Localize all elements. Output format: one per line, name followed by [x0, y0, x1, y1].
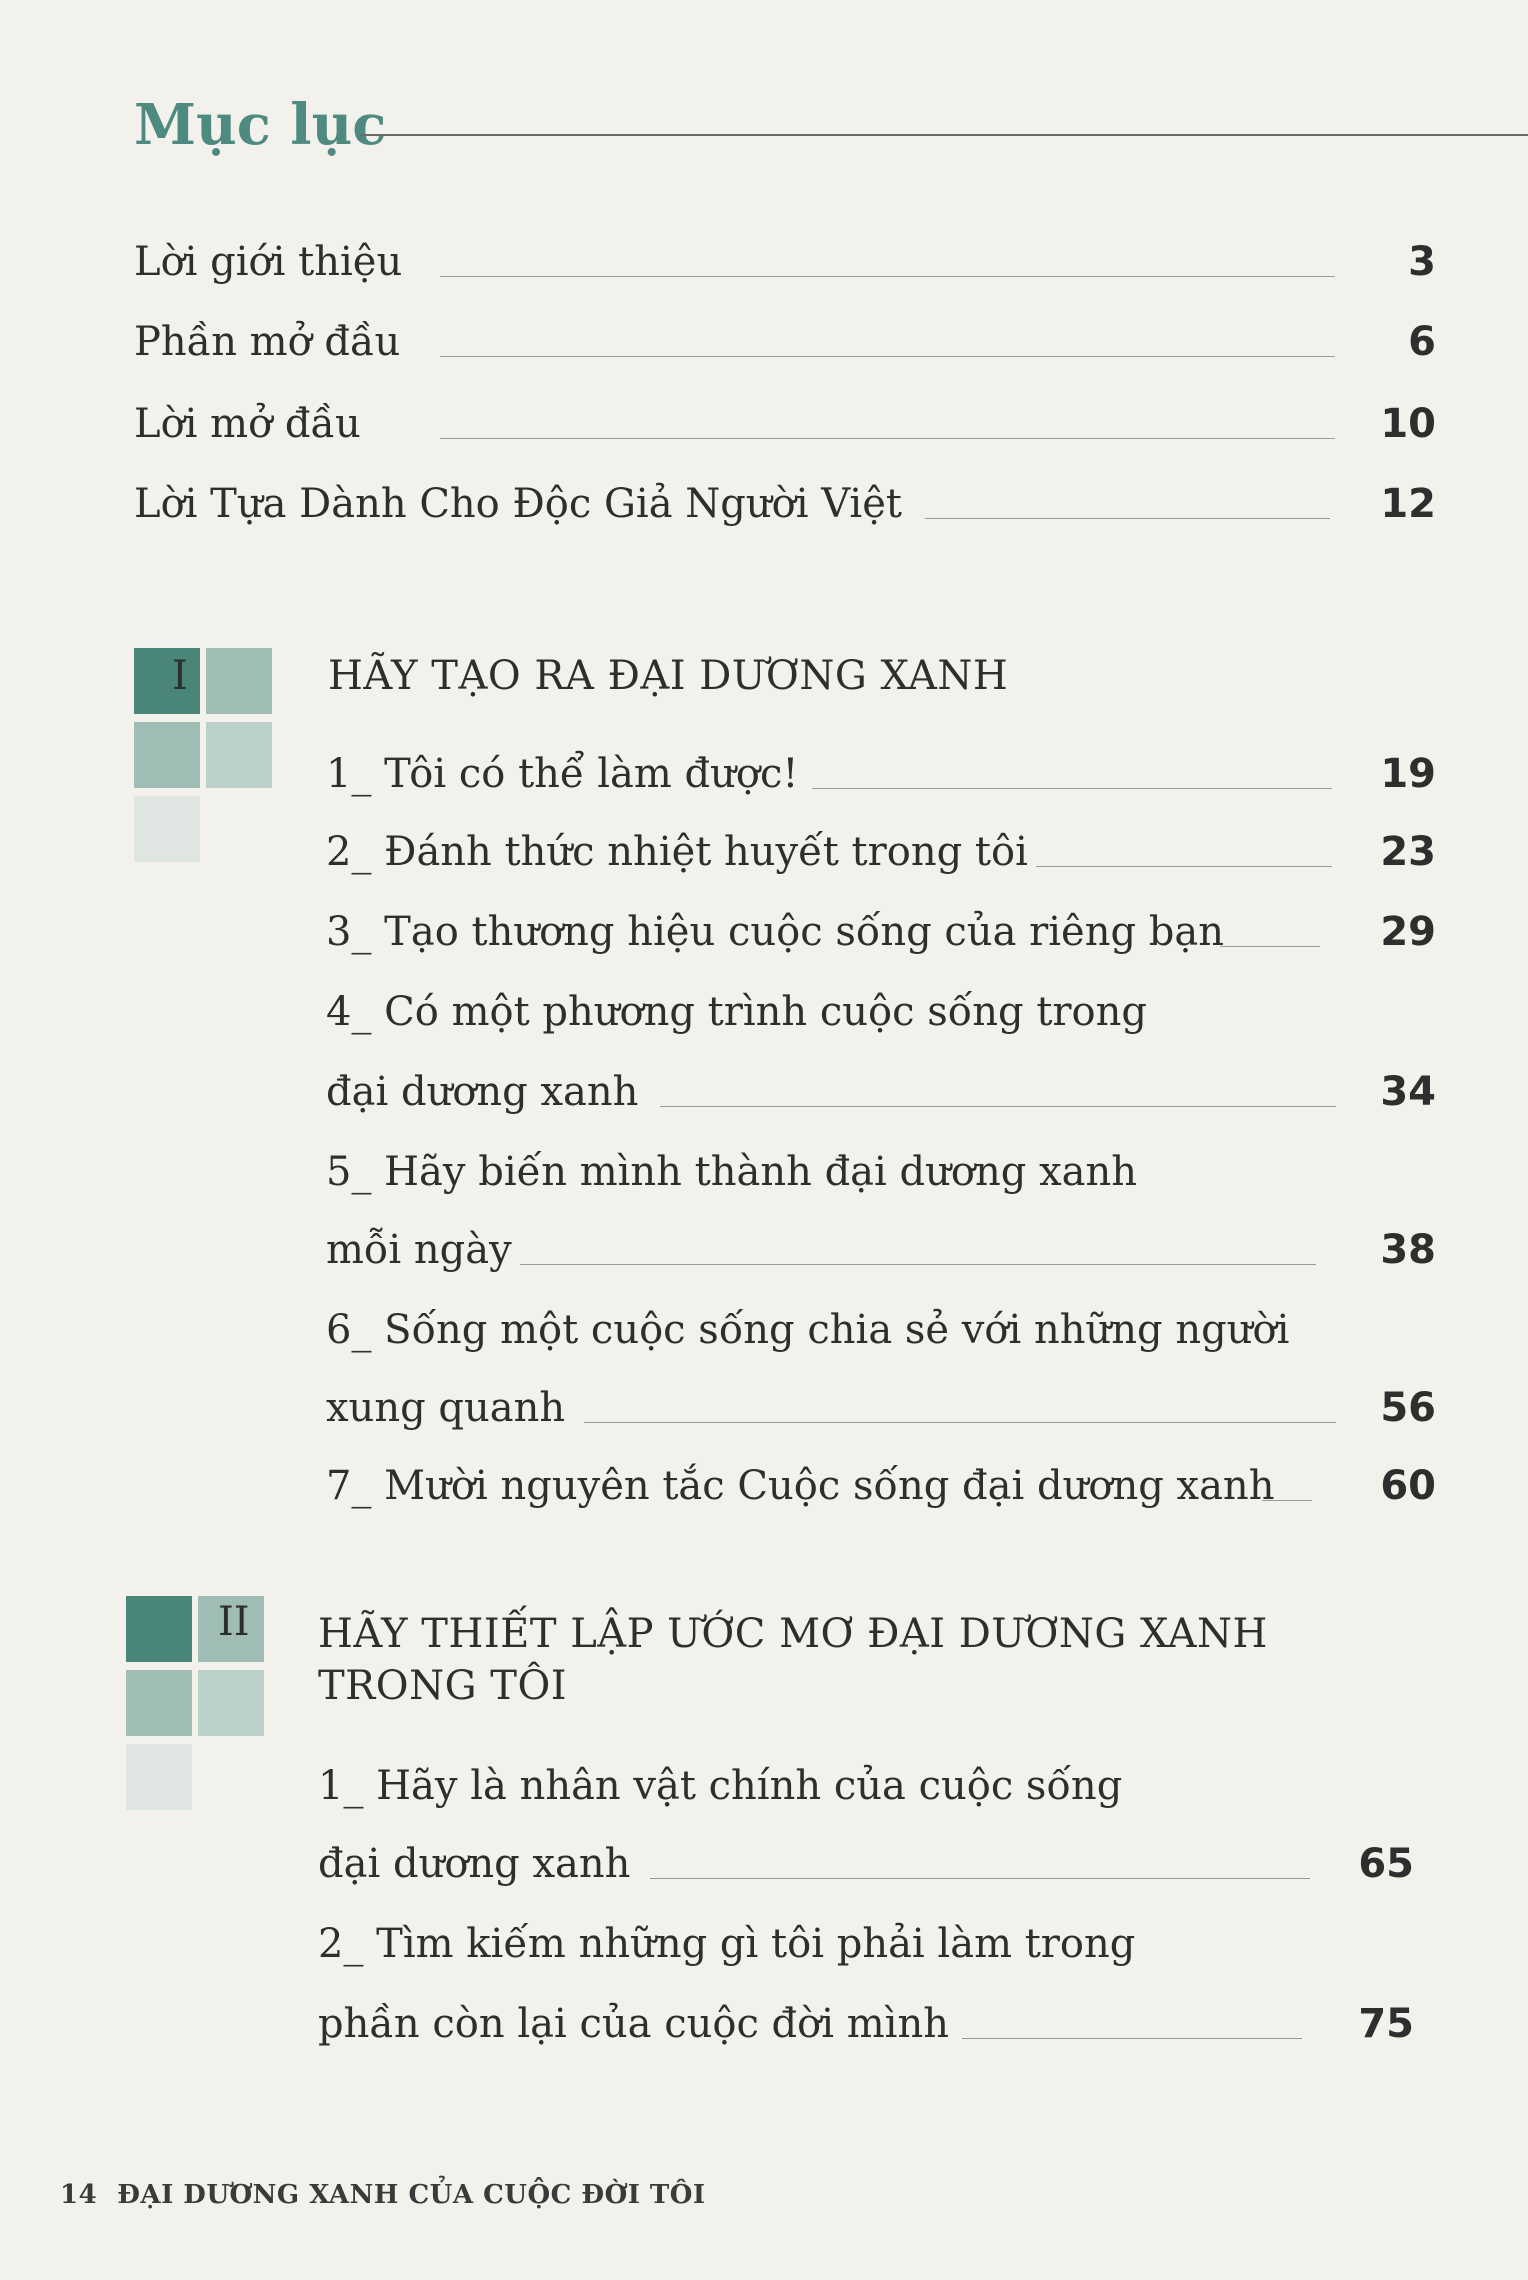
toc-entry: [0, 1994, 1528, 2058]
toc-entry-page: 3: [1408, 239, 1436, 285]
toc-entry: [0, 474, 1528, 538]
dot-leader: [925, 518, 1330, 519]
dot-leader: [440, 356, 1335, 357]
toc-entry-page: 10: [1380, 401, 1436, 447]
part-numeral: II: [218, 1599, 250, 1645]
footer-book-title: ĐẠI DƯƠNG XANH CỦA CUỘC ĐỜI TÔI: [117, 2180, 706, 2210]
toc-entry-page: 23: [1380, 829, 1436, 875]
footer-page-number: 14: [60, 2180, 98, 2210]
toc-entry-label-continued: đại dương xanh: [326, 1069, 639, 1115]
toc-entry: [0, 312, 1528, 376]
toc-entry-label-continued: xung quanh: [326, 1385, 566, 1431]
dot-leader: [440, 438, 1335, 439]
toc-entry-page: 19: [1380, 751, 1436, 797]
toc-entry-page: 29: [1380, 909, 1436, 955]
toc-entry-first-line: [0, 982, 1528, 1046]
toc-entry-page: 56: [1380, 1385, 1436, 1431]
toc-entry-first-line: [0, 1300, 1528, 1364]
part-heading-line2: TRONG TÔI: [318, 1663, 568, 1709]
toc-entry-label: Lời giới thiệu: [134, 239, 403, 285]
dot-leader: [660, 1106, 1336, 1107]
dot-leader: [440, 276, 1335, 277]
toc-entry-label: 6_ Sống một cuộc sống chia sẻ với những người: [326, 1307, 1290, 1353]
toc-entry: [0, 232, 1528, 296]
toc-entry-label-continued: phần còn lại của cuộc đời mình: [318, 2001, 949, 2047]
part-heading: HÃY THIẾT LẬP ƯỚC MƠ ĐẠI DƯƠNG XANH: [318, 1611, 1268, 1657]
toc-entry: [0, 902, 1528, 966]
dot-leader: [520, 1264, 1316, 1265]
toc-entry-page: 12: [1380, 481, 1436, 527]
dot-leader: [812, 788, 1332, 789]
toc-entry: [0, 1062, 1528, 1126]
toc-entry-first-line: [0, 1142, 1528, 1206]
part-square-decoration: [206, 648, 272, 714]
toc-entry-label: Phần mở đầu: [134, 319, 401, 365]
part-square-decoration: [134, 648, 200, 714]
toc-entry-first-line: [0, 1914, 1528, 1978]
toc-entry: [0, 1220, 1528, 1284]
toc-entry-label: Lời Tựa Dành Cho Độc Giả Người Việt: [134, 481, 902, 527]
part-square-decoration: [126, 1670, 192, 1736]
dot-leader: [650, 1878, 1310, 1879]
part-numeral: I: [172, 653, 188, 699]
part-square-decoration: [126, 1596, 192, 1662]
page-title: Mục lục: [134, 92, 387, 158]
toc-entry: [0, 744, 1528, 808]
toc-entry: [0, 1456, 1528, 1520]
toc-entry-page: 34: [1380, 1069, 1436, 1115]
toc-entry-page: 75: [1358, 2001, 1414, 2047]
part-square-decoration: [198, 1670, 264, 1736]
title-rule: [360, 134, 1528, 136]
dot-leader: [1220, 946, 1320, 947]
toc-entry-label: 4_ Có một phương trình cuộc sống trong: [326, 989, 1147, 1035]
toc-entry-label: 5_ Hãy biến mình thành đại dương xanh: [326, 1149, 1137, 1195]
toc-entry-label: 3_ Tạo thương hiệu cuộc sống của riêng bạn: [326, 909, 1225, 955]
toc-entry-page: 65: [1358, 1841, 1414, 1887]
toc-entry-label: Lời mở đầu: [134, 401, 361, 447]
page-footer: [60, 2180, 706, 2210]
toc-entry-first-line: [0, 1756, 1528, 1820]
toc-entry-page: 38: [1380, 1227, 1436, 1273]
toc-entry-label-continued: mỗi ngày: [326, 1227, 512, 1273]
part-heading: HÃY TẠO RA ĐẠI DƯƠNG XANH: [328, 653, 1009, 699]
toc-entry-label: 7_ Mười nguyên tắc Cuộc sống đại dương xanh: [326, 1463, 1275, 1509]
toc-entry-label-continued: đại dương xanh: [318, 1841, 631, 1887]
toc-entry-page: 60: [1380, 1463, 1436, 1509]
toc-entry: [0, 1834, 1528, 1898]
dot-leader: [962, 2038, 1302, 2039]
toc-entry: [0, 394, 1528, 458]
toc-entry: [0, 822, 1528, 886]
dot-leader: [1036, 866, 1332, 867]
toc-entry-label: 2_ Đánh thức nhiệt huyết trong tôi: [326, 829, 1028, 875]
dot-leader: [584, 1422, 1336, 1423]
toc-entry-label: 1_ Hãy là nhân vật chính của cuộc sống: [318, 1763, 1123, 1809]
toc-entry-label: 1_ Tôi có thể làm được!: [326, 751, 799, 797]
toc-entry-page: 6: [1408, 319, 1436, 365]
toc-entry: [0, 1378, 1528, 1442]
dot-leader: [1262, 1500, 1312, 1501]
toc-entry-label: 2_ Tìm kiếm những gì tôi phải làm trong: [318, 1921, 1136, 1967]
